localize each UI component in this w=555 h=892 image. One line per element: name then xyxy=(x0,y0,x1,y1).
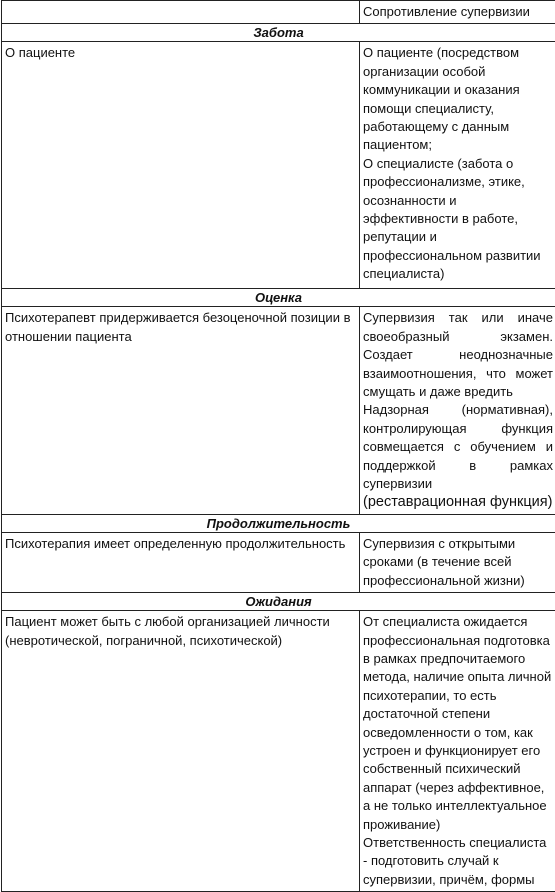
cell-text: Психотерапия имеет определенную продолжительность xyxy=(5,535,357,553)
section-heading-row xyxy=(2,24,555,42)
section-title-evaluation: Оценка xyxy=(2,289,555,307)
left-cell xyxy=(2,611,360,892)
right-cell xyxy=(360,307,555,514)
right-cell xyxy=(360,611,555,892)
cell-text: Надзорная (нормативная), контролирующая функция совмещается с обучением и поддержкой в рамках супервизии xyxy=(363,401,553,493)
right-cell xyxy=(360,42,555,289)
left-cell xyxy=(2,42,360,289)
left-cell xyxy=(2,307,360,514)
table-row xyxy=(2,42,555,289)
cell-text: От специалиста ожидается профессиональная подготовка в рамках предпочитаемого метода, наличие опыта личной психотерапии, то есть достаточной степени осведомленности о том, как устроен и функционирует его собственный психический аппарат (через аффективное, а не только интеллектуальное проживание) xyxy=(363,613,553,834)
cell-text: Психотерапевт придерживается безоценочной позиции в отношении пациента xyxy=(5,309,357,346)
section-heading-row xyxy=(2,593,555,611)
cell-text: О пациенте (посредством организации особой коммуникации и оказания помощи специалисту, работающему с данным пациентом; xyxy=(363,44,553,154)
header-row xyxy=(2,1,555,24)
cell-text: Пациент может быть с любой организацией личности (невротической, пограничной, психотической) xyxy=(5,613,357,650)
comparison-table xyxy=(1,0,555,892)
cell-text: Супервизия с открытыми сроками (в течение всей профессиональной жизни) xyxy=(363,535,553,590)
table-row xyxy=(2,611,555,892)
cell-text: О специалисте (забота о профессионализме, этике, осознанности и эффективности в работе, репутации и профессиональном развитии специалиста) xyxy=(363,155,553,284)
section-title-care: Забота xyxy=(2,24,555,42)
section-title-expectations: Ожидания xyxy=(2,593,555,611)
cell-text: О пациенте xyxy=(5,44,357,62)
left-cell xyxy=(2,532,360,592)
table-row xyxy=(2,532,555,592)
table-row xyxy=(2,307,555,514)
header-right-cell: Сопротивление супервизии xyxy=(360,1,555,24)
cell-text: Ответственность специалиста - подготовить случай к супервизии, причём, формы xyxy=(363,834,553,889)
cell-text: (реставрационная функция) xyxy=(363,493,553,511)
section-heading-row xyxy=(2,289,555,307)
header-left-cell xyxy=(2,1,360,24)
right-cell xyxy=(360,532,555,592)
section-title-duration: Продолжительность xyxy=(2,514,555,532)
cell-text: Супервизия так или иначе своеобразный экзамен. Создает неоднозначные взаимоотношения, что может смущать и даже вредить xyxy=(363,309,553,401)
section-heading-row xyxy=(2,514,555,532)
